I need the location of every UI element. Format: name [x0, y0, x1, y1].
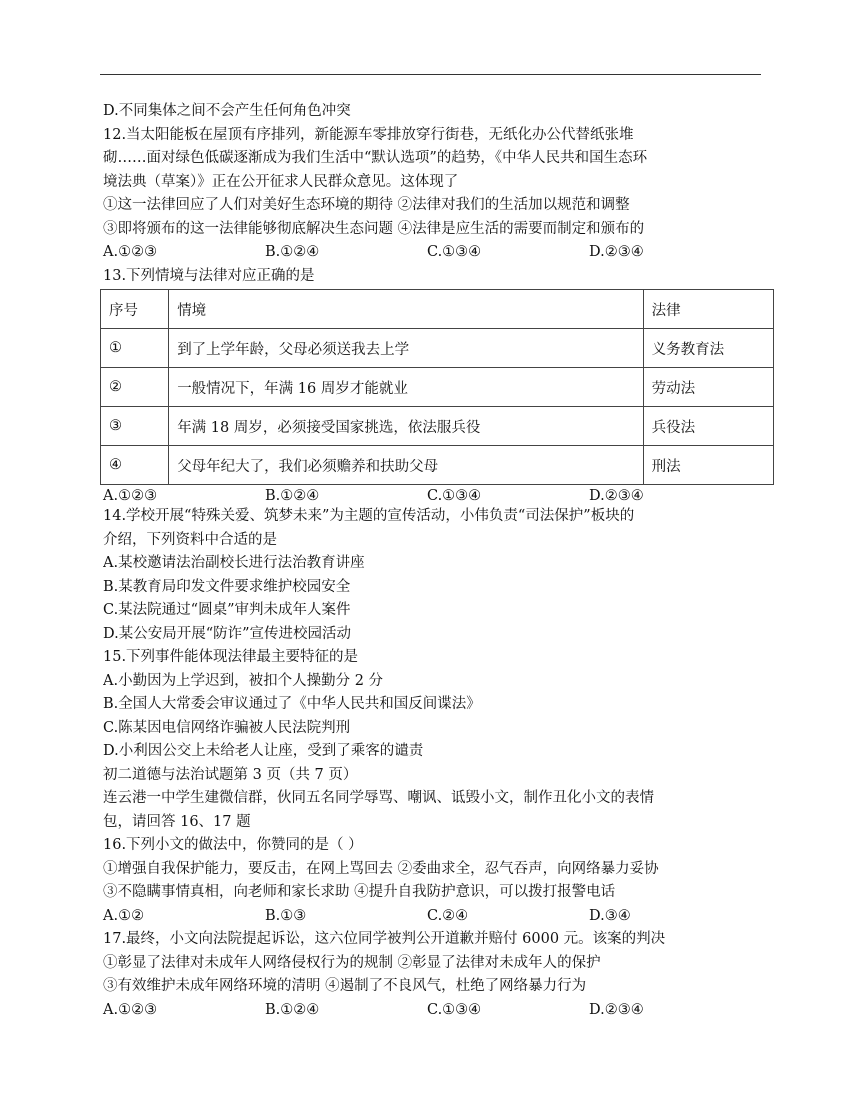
question-17	[103, 928, 763, 1022]
q15-stem: 15.下列事件能体现法律最主要特征的是	[103, 649, 359, 665]
q14-option-b: B.某教育局印发文件要求维护校园安全	[103, 578, 351, 595]
q14-option-c: C.某法院通过“圆桌”审判未成年人案件	[103, 602, 351, 618]
q16-option-c: C.②④	[427, 907, 469, 924]
table-row	[101, 407, 774, 446]
question-14	[103, 505, 763, 646]
table-row	[101, 329, 774, 368]
q12-stem-line: 境法典（草案）》正在公开征求人民群众意见。这体现了	[103, 173, 459, 190]
table-cell: 刑法	[643, 446, 773, 485]
q14-stem-line: 介绍，下列资料中合适的是	[103, 531, 277, 548]
page-footer-text: 初二道德与法治试题第 3 页（共 7 页）	[103, 766, 358, 783]
q13-options	[103, 488, 763, 505]
table-cell: 到了上学年龄，父母必须送我去上学	[169, 329, 643, 368]
q16-statement: ③不隐瞒事情真相，向老师和家长求助 ④提升自我防护意识，可以拨打报警电话	[103, 884, 616, 900]
q15-option-c: C.陈某因电信网络诈骗被人民法院判刑	[103, 719, 351, 736]
q16-option-b: B.①③	[265, 907, 307, 924]
table-cell: 义务教育法	[643, 329, 773, 368]
table-cell: 兵役法	[643, 407, 773, 446]
q14-stem-line: 14.学校开展“特殊关爱、筑梦未来”为主题的宣传活动，小伟负责“司法保护”板块的	[103, 508, 635, 524]
q12-stem-line: 砌……面对绿色低碳逐渐成为我们生活中“默认选项”的趋势，《中华人民共和国生态环	[103, 150, 648, 166]
q13-stem: 13.下列情境与法律对应正确的是	[103, 267, 315, 284]
q17-statement: ①彰显了法律对未成年人网络侵权行为的规制 ②彰显了法律对未成年人的保护	[103, 954, 601, 971]
exam-page-content	[103, 100, 763, 1022]
table-header-cell: 法律	[643, 290, 773, 329]
question-15	[103, 646, 763, 764]
q17-options	[103, 999, 763, 1023]
table-row	[101, 368, 774, 407]
table-header-row	[101, 290, 774, 329]
q17-option-a: A.①②③	[103, 1001, 158, 1018]
q14-option-d: D.某公安局开展“防诈”宣传进校园活动	[103, 625, 352, 642]
q17-stem: 17.最终，小文向法院提起诉讼，这六位同学被判公开道歉并赔付 6000 元。该案的判决	[103, 931, 666, 947]
q13-option-b: B.①②④	[265, 488, 320, 504]
q14-option-a: A.某校邀请法治副校长进行法治教育讲座	[103, 555, 365, 571]
q12-options	[103, 241, 763, 265]
q16-option-a: A.①②	[103, 907, 145, 924]
q17-option-d: D.②③④	[589, 1001, 644, 1018]
q16-options	[103, 905, 763, 929]
table-cell: 一般情况下，年满 16 周岁才能就业	[169, 368, 643, 407]
q17-statement: ③有效维护未成年网络环境的清明 ④遏制了不良风气，杜绝了网络暴力行为	[103, 978, 587, 994]
q13-option-a: A.①②③	[103, 488, 158, 504]
table-cell: 年满 18 周岁，必须接受国家挑选，依法服兵役	[169, 407, 643, 446]
table-cell: ④	[101, 446, 169, 485]
q11-option-d: D.不同集体之间不会产生任何角色冲突	[103, 103, 351, 119]
q12-statement: ①这一法律回应了人们对美好生态环境的期待 ②法律对我们的生活加以规范和调整	[103, 197, 630, 213]
table-row	[101, 446, 774, 485]
q12-option-a: A.①②③	[103, 244, 158, 260]
q15-option-a: A.小勤因为上学迟到，被扣个人操勤分 2 分	[103, 672, 384, 689]
q15-option-d: D.小利因公交上未给老人让座，受到了乘客的谴责	[103, 743, 424, 759]
table-header-cell: 情境	[169, 290, 643, 329]
question-12	[103, 124, 763, 265]
table-header-cell: 序号	[101, 290, 169, 329]
q16-statement: ①增强自我保护能力，要反击，在网上骂回去 ②委曲求全，忍气吞声，向网络暴力妥协	[103, 860, 659, 877]
q16-stem: 16.下列小文的做法中，你赞同的是（ ）	[103, 837, 363, 853]
q15-option-b: B.全国人大常委会审议通过了《中华人民共和国反间谍法》	[103, 696, 481, 712]
table-cell: ③	[101, 407, 169, 446]
q13-option-d: D.②③④	[589, 488, 644, 504]
q16-option-d: D.③④	[589, 907, 631, 924]
table-cell: ②	[101, 368, 169, 407]
material-line: 连云港一中学生建微信群，伙同五名同学辱骂、嘲讽、诋毁小文，制作丑化小文的表情	[103, 790, 654, 806]
q17-option-b: B.①②④	[265, 1001, 320, 1018]
table-cell: 父母年纪大了，我们必须赡养和扶助父母	[169, 446, 643, 485]
material-line: 包，请回答 16、17 题	[103, 813, 251, 830]
q12-option-c: C.①③④	[427, 244, 482, 260]
question-13	[103, 265, 763, 506]
header-rule	[100, 74, 761, 75]
q12-stem-line: 12.当太阳能板在屋顶有序排列，新能源车零排放穿行街巷，无纸化办公代替纸张堆	[103, 126, 634, 143]
question-16	[103, 834, 763, 928]
q13-option-c: C.①③④	[427, 488, 482, 504]
q13-table	[100, 289, 774, 485]
q12-option-b: B.①②④	[265, 244, 320, 260]
q17-option-c: C.①③④	[427, 1001, 482, 1018]
material-passage	[103, 787, 763, 834]
table-cell: ①	[101, 329, 169, 368]
table-cell: 劳动法	[643, 368, 773, 407]
q12-option-d: D.②③④	[589, 244, 644, 260]
q12-statement: ③即将颁布的这一法律能够彻底解决生态问题 ④法律是应生活的需要而制定和颁布的	[103, 220, 645, 237]
